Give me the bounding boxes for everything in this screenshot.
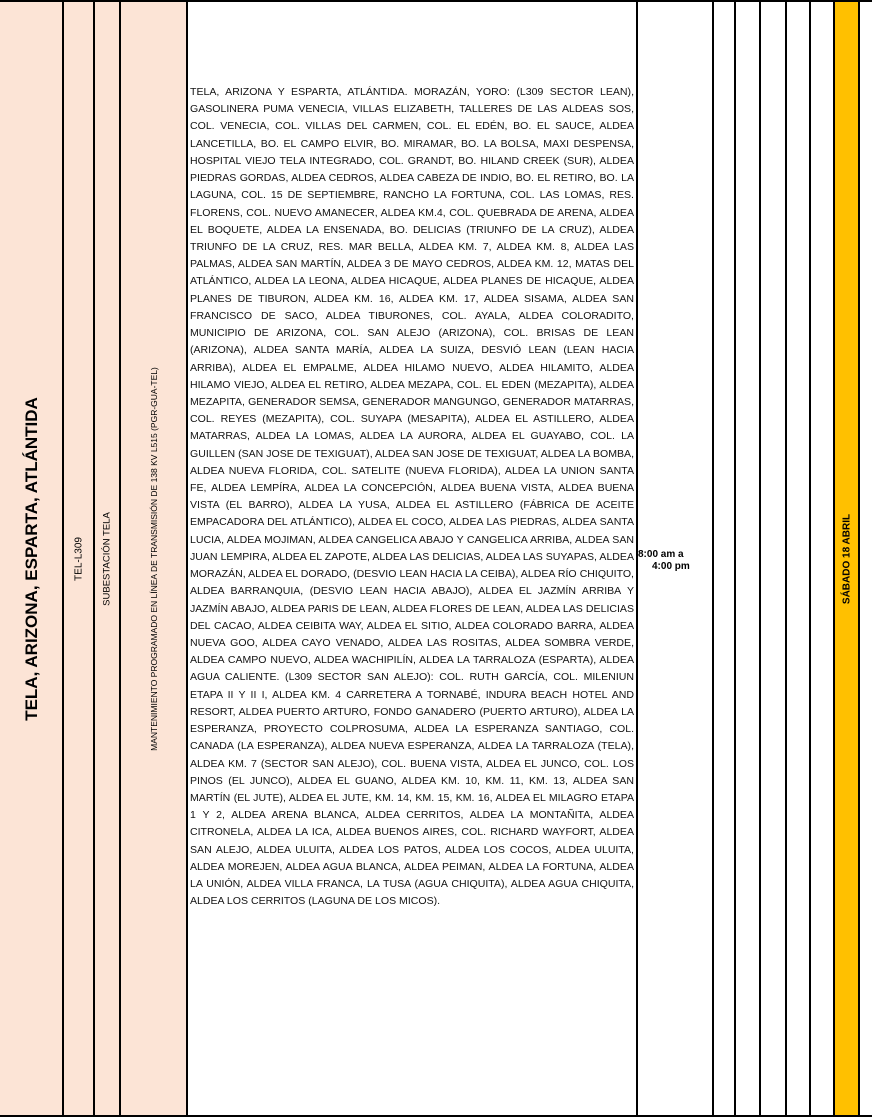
- empty-cell-2: [735, 0, 760, 1117]
- time-range: [638, 549, 712, 573]
- grid-line: [858, 0, 860, 1117]
- date-cell: [834, 0, 859, 1117]
- empty-cell-5: [810, 0, 834, 1117]
- trailing-cell: [859, 0, 872, 1117]
- grid-line: [186, 0, 188, 1117]
- affected-areas-text: TELA, ARIZONA Y ESPARTA, ATLÁNTIDA. MORAZÁN, YORO: (L309 SECTOR LEAN), GASOLINERA PUMA VENECIA, VILLAS ELIZABETH, TALLERES DE LAS ALDEAS SOS, COL. VENECIA, COL. VILLAS DEL CARMEN, COL. EL EDÉN, BO. EL SAUCE, ALDEA LANCETILLA, BO. EL CAMPO ELVIR, BO. MIRAMAR, BO. LA BOLSA, MAXI DESPENSA, HOSPITAL VIEJO TELA INTEGRADO, COL. GRANDT, BO. HILAND CREEK (SUR), ALDEA PIEDRAS GORDAS, ALDEA CEDROS, ALDEA CABEZA DE INDIO, BO. EL RETIRO, BO. LA LAGUNA, COL. 15 DE SEPTIEMBRE, RANCHO LA FORTUNA, COL. LAS LOMAS, RES. FLORENS, COL. NUEVO AMANECER, ALDEA KM.4, COL. QUEBRADA DE ARENA, ALDEA EL BOQUETE, ALDEA LA ENSENADA, BO. DELICIAS (TRIUNFO DE LA CRUZ), ALDEA TRIUNFO DE LA CRUZ, RES. MAR BELLA, ALDEA KM. 7, ALDEA KM. 8, ALDEA LAS PALMAS, ALDEA SAN MARTÍN, ALDEA 3 DE MAYO CEDROS, ALDEA KM. 12, MATAS DEL ATLÁNTICO, ALDEA LA LEONA, ALDEA HICAQUE, ALDEA PLANES DE HICAQUE, ALDEA PLANES DE TIBURON, ALDEA KM. 16, ALDEA KM. 17, ALDEA SISAMA, ALDEA SAN FRANCISCO DE SACO, ALDEA TIBURONES, COL. AYALA, ALDEA COLORADITO, MUNICIPIO DE ARIZONA, COL. SAN ALEJO (ARIZONA), COL. BRISAS DE LEAN (ARIZONA), ALDEA SANTA MARÍA, ALDEA LA SUIZA, DESVIÓ LEAN (LEAN HACIA ARRIBA), ALDEA EL EMPALME, ALDEA HILAMO NUEVO, ALDEA HILAMITO, ALDEA HILAMO VIEJO, ALDEA EL RETIRO, ALDEA MEZAPA, COL. EL EDEN (MEZAPITA), ALDEA MEZAPITA, GENERADOR SEMSA, GENERADOR MANGUNGO, GENERADOR MATARRAS, COL. REYES (MEZAPITA), COL. SUYAPA (MESAPITA), ALDEA EL ASTILLERO, ALDEA MATARRAS, ALDEA LA LOMAS, ALDEA LA AURORA, ALDEA EL GUAYABO, COL. LA GUILLEN (SAN JOSE DE TEXIGUAT), ALDEA SAN JOSE DE TEXIGUAT, ALDEA LA BOMBA, ALDEA NUEVA FLORIDA, COL. SATELITE (NUEVA FLORIDA), ALDEA LA UNION SANTA FE, ALDEA LEMPÍRA, ALDEA LA CONCEPCIÓN, ALDEA BUENA VISTA, ALDEA BUENA VISTA (EL BARRO), ALDEA LA YUSA, ALDEA EL ASTILLERO (FÁBRICA DE ACEITE EMPACADORA DEL ATLÁNTICO), ALDEA EL COCO, ALDEA LAS PIEDRAS, ALDEA SANTA LUCIA, ALDEA MOJIMAN, ALDEA CANGELICA ABAJO Y CANGELICA ARRIBA, ALDEA SAN JUAN LEMPIRA, ALDEA EL ZAPOTE, ALDEA LAS DELICIAS, ALDEA LAS SUYAPAS, ALDEA MORAZÁN, ALDEA EL DORADO, (DESVIO LEAN HACIA LA CEIBA), ALDEA RÍO CHIQUITO, ALDEA BARRANQUIA, (DESVIO LEAN HACIA ABAJO), ALDEA EL JAZMÍN ARRIBA Y JAZMÍN ABAJO, ALDEA PARIS DE LEAN, ALDEA FLORES DE LEAN, ALDEA LAS DELICIAS DEL CACAO, ALDEA CEIBITA WAY, ALDEA EL SITIO, ALDEA COLORADO BARRA, ALDEA NUEVA GOO, ALDEA CAYO VENADO, ALDEA LAS ROSITAS, ALDEA SOMBRA VERDE, ALDEA CAMPO NUEVO, ALDEA WACHIPILÍN, ALDEA LA TARRALOZA (ESPARTA), ALDEA AGUA CALIENTE. (L309 SECTOR SAN ALEJO): COL. RUTH GARCÍA, COL. MILENIUN ETAPA II Y II I, ALDEA KM. 4 CARRETERA A TORNABÉ, INDURA BEACH HOTEL AND RESORT, ALDEA PUERTO ARTURO, FONDO GANADERO (PUERTO ARTURO), ALDEA LA ESPERANZA, PROYECTO COLPROSUMA, ALDEA LA ESPERANZA SANTIAGO, COL. CANADA (LA ESPERANZA), ALDEA NUEVA ESPERANZA, ALDEA LA TARRALOZA (TELA), ALDEA KM. 7 (SECTOR SAN ALEJO), COL. BUENA VISTA, ALDEA EL JUNCO, COL. LOS PINOS (EL JUNCO), ALDEA EL GUANO, ALDEA KM. 10, KM. 11, KM. 13, ALDEA SAN MARTÍN (EL JUTE), ALDEA EL JUTE, KM. 14, KM. 15, KM. 16, ALDEA EL MILAGRO ETAPA 1 Y 2, ALDEA ARENA BLANCA, ALDEA CERRITOS, ALDEA LA MONTAÑITA, ALDEA CITRONELA, ALDEA LA ICA, ALDEA BUENOS AIRES, COL. RICHARD WAYFORT, ALDEA SAN ALEJO, ALDEA ULUITA, ALDEA LOS PATOS, ALDEA LOS COCOS, ALDEA ULUITA, ALDEA MOREJEN, ALDEA AGUA BLANCA, ALDEA PEIMAN, ALDEA LA FORTUNA, ALDEA LA UNIÓN, ALDEA VILLA FRANCA, LA TUSA (AGUA CHIQUITA), ALDEA AGUA CHIQUITA, ALDEA LOS CERRITOS (LAGUNA DE LOS MICOS).: [190, 86, 634, 908]
- grid-line: [636, 0, 638, 1117]
- empty-cell-4: [786, 0, 810, 1117]
- grid-line: [93, 0, 95, 1117]
- grid-line: [833, 0, 835, 1117]
- reason-label: MANTENIMIENTO PROGRAMADO EN LÍNEA DE TRANSMISIÓN DE 138 KV L515 (PGR-GUA-TEL): [148, 366, 159, 751]
- time-end: 4:00 pm: [652, 561, 690, 572]
- grid-line: [759, 0, 761, 1117]
- grid-line: [809, 0, 811, 1117]
- grid-line: [785, 0, 787, 1117]
- substation-label: SUBESTACIÓN TELA: [101, 511, 113, 606]
- region-label: TELA, ARIZONA, ESPARTA, ATLÁNTIDA: [22, 396, 41, 721]
- region-cell: [0, 0, 64, 1117]
- date-label: SÁBADO 18 ABRIL: [841, 513, 852, 604]
- grid-line: [734, 0, 736, 1117]
- empty-cell-1: [713, 0, 735, 1117]
- circuit-label: TEL-L309: [73, 536, 85, 581]
- circuit-cell: [64, 0, 94, 1117]
- grid-line: [62, 0, 64, 1117]
- empty-cell-3: [760, 0, 786, 1117]
- substation-cell: [94, 0, 120, 1117]
- time-start: 8:00 am a: [638, 549, 684, 560]
- grid-line: [712, 0, 714, 1117]
- reason-cell: [120, 0, 187, 1117]
- grid-line: [119, 0, 121, 1117]
